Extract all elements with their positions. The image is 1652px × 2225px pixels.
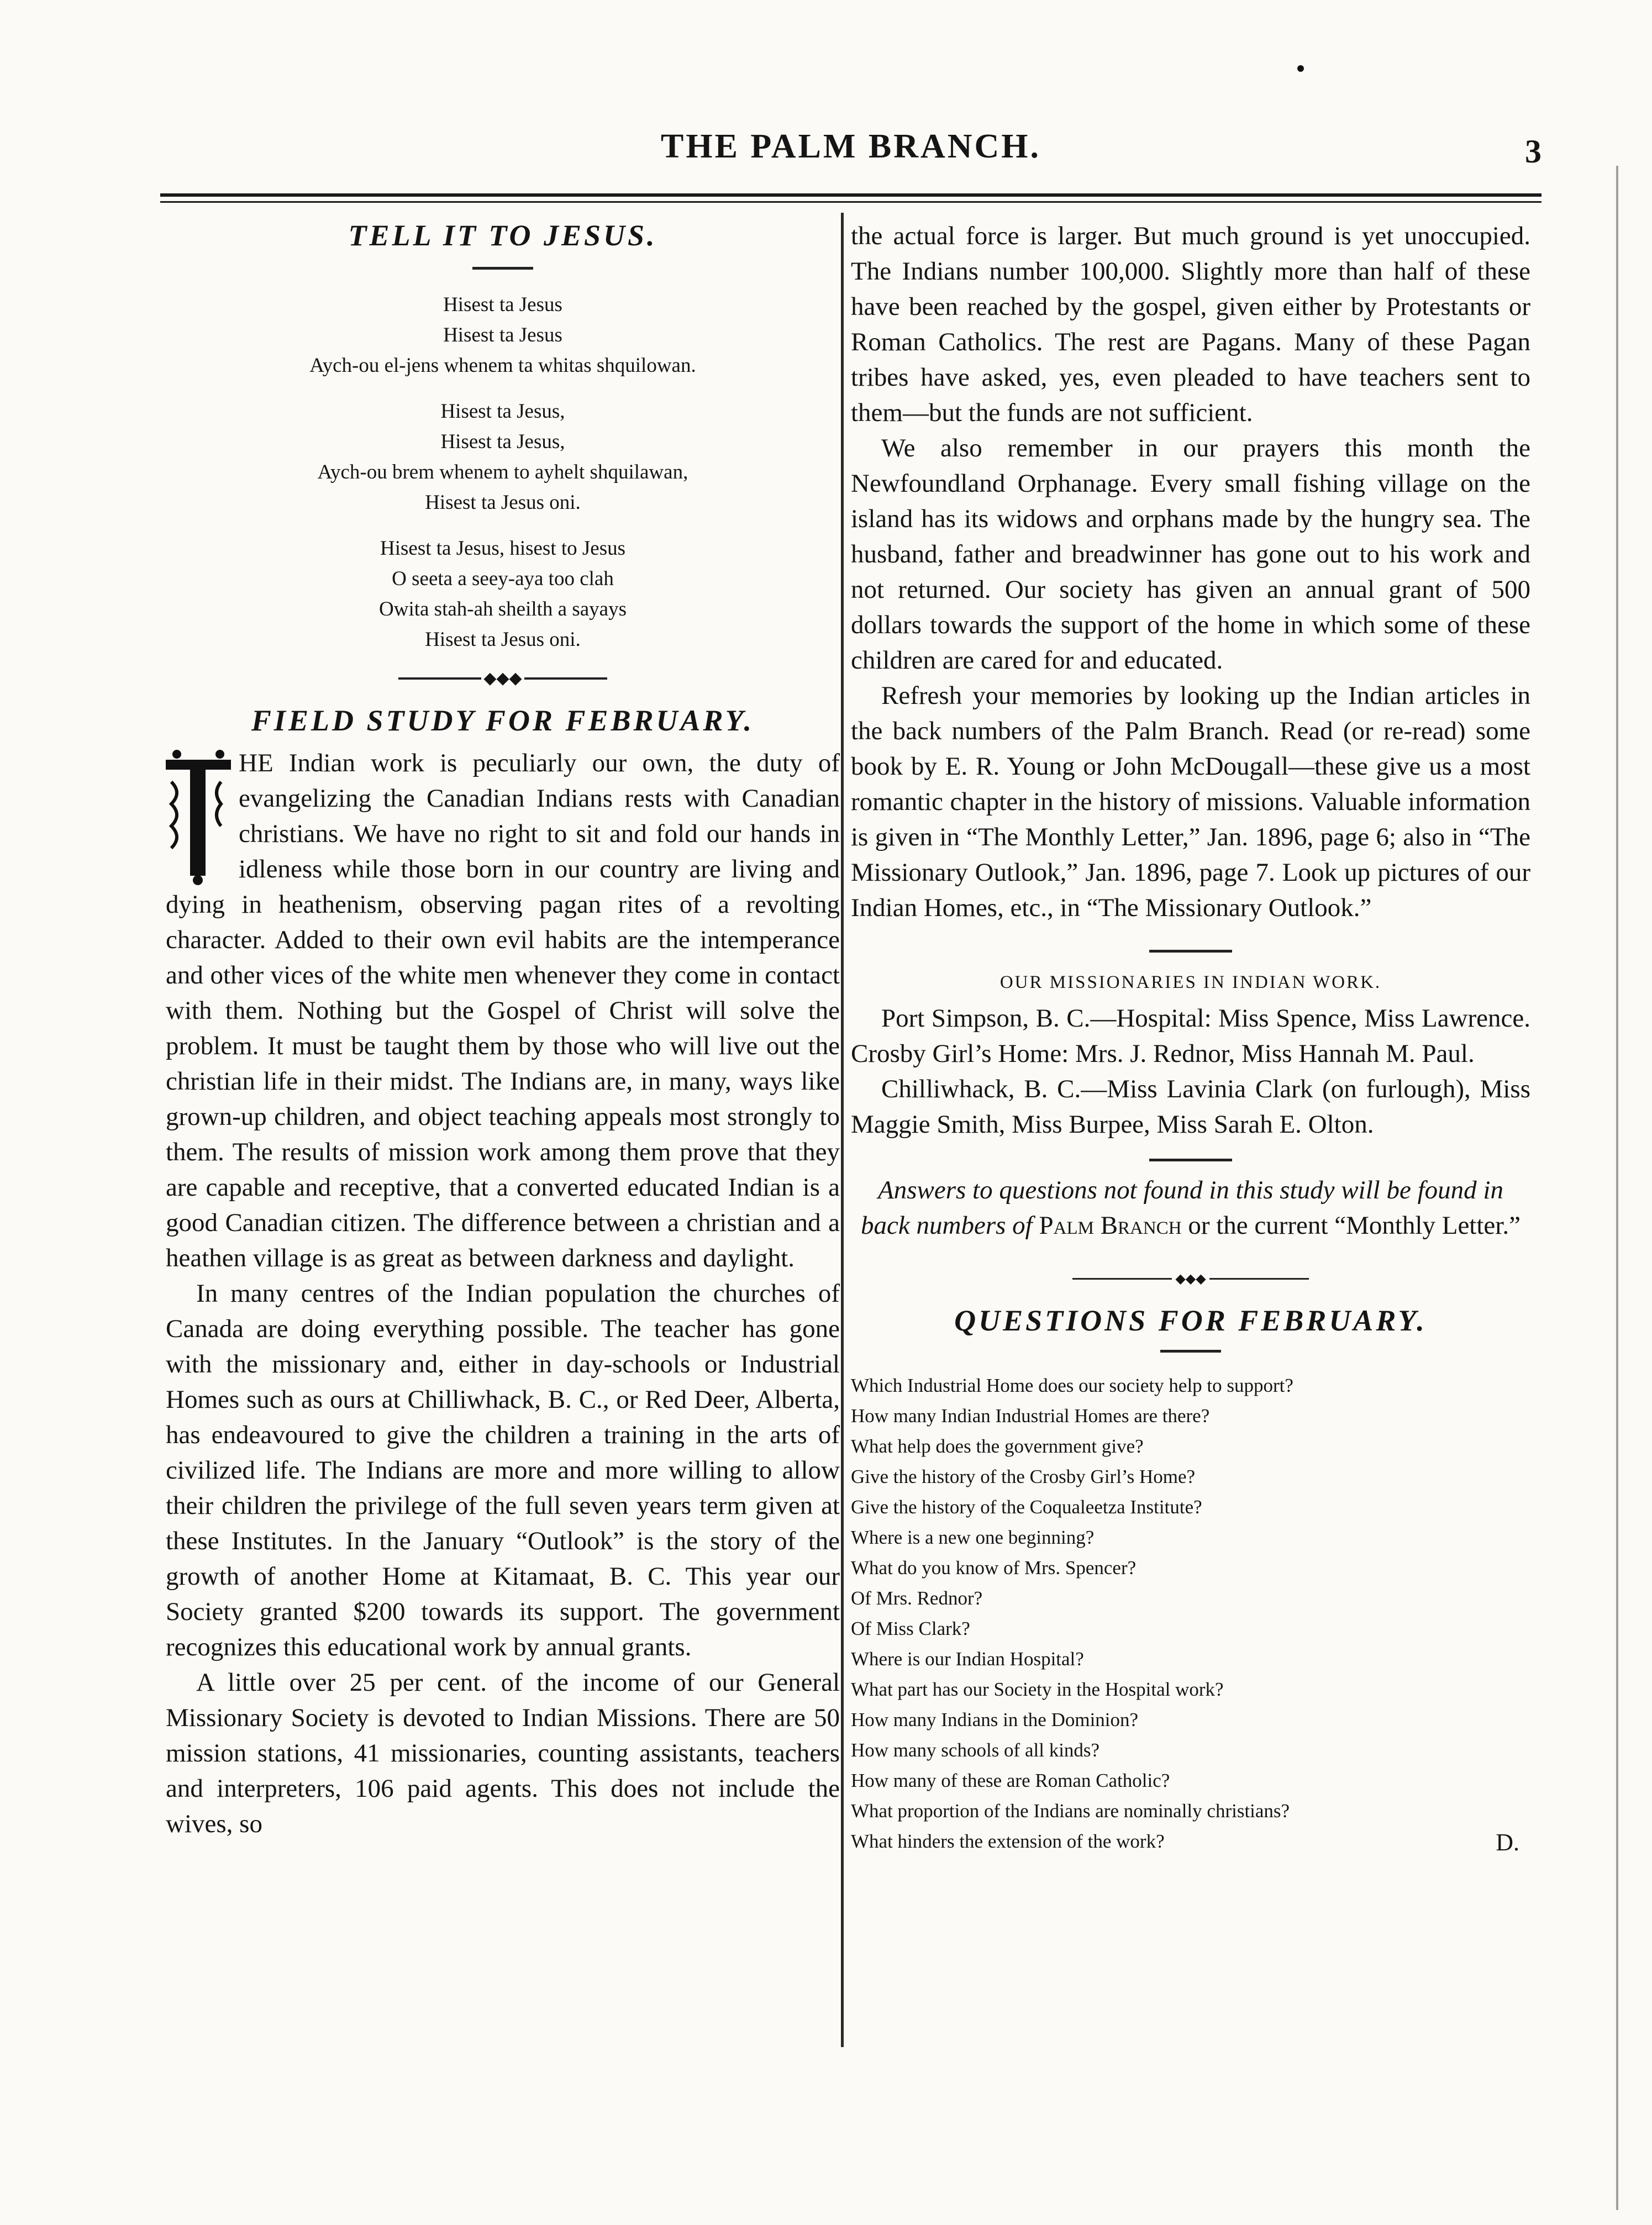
missionaries-paragraph: Port Simpson, B. C.—Hospital: Miss Spence, Miss Lawrence. Crosby Girl’s Home: Mrs. J. Rednor, Miss Hannah M. Paul. [851, 1004, 1530, 1068]
section-rule [1149, 950, 1232, 953]
poem-line: Owita stah-ah sheilth a sayays [379, 598, 627, 620]
palm-branch-ref: Palm Branch [1039, 1211, 1182, 1240]
poem-title: TELL IT TO JESUS. [348, 219, 657, 252]
dropcap-ornament-icon [166, 749, 231, 887]
question-item: Where is our Indian Hospital? [851, 1648, 1084, 1670]
field-study-paragraph-continued: the actual force is larger. But much ground is yet unoccupied. The Indians number 100,000. Slightly more than half of these have been reached by the gospel, given either by Protestants or Roman Catholics. The rest are Pagans. Many of these Pagan tribes have asked, yes, even pleaded to have teachers sent to them—but the funds are not sufficient. [851, 222, 1530, 427]
question-item: How many Indian Industrial Homes are there? [851, 1405, 1210, 1427]
question-item: How many Indians in the Dominion? [851, 1709, 1139, 1730]
field-study-text: HE Indian work is peculiarly our own, the duty of evangelizing the Canadian Indians rests with Canadian christians. We have no right to sit and fold our hands in idleness while those born in our country are living and dying in heathenism, observing pagan rites of a revolting character. Added to their own evil habits are the intemperance and other vices of the white men whenever they come in contact with them. Nothing but the Gospel of Christ will solve the problem. It must be taught them by those who will live out the christian life in their midst. The Indians are, in many, ways like grown-up children, and object teaching appeals most strongly to them. The results of mission work among them prove that they are capable and receptive, that a converted educated Indian is a good Canadian citizen. The difference between a christian and a heathen village is as great as between darkness and daylight. [166, 749, 840, 1272]
poem-line: Hisest ta Jesus [443, 324, 562, 346]
ornate-dropcap [166, 749, 231, 887]
question-item: Of Mrs. Rednor? [851, 1587, 983, 1609]
question-item: What do you know of Mrs. Spencer? [851, 1557, 1137, 1579]
page-edge-line [1616, 166, 1618, 2210]
poem-stanza [166, 396, 840, 518]
column-divider [841, 213, 844, 2047]
field-study-title: FIELD STUDY FOR FEBRUARY. [251, 704, 755, 737]
questions-title-rule [1160, 1350, 1221, 1353]
poem-stanza [166, 533, 840, 655]
question-item: Of Miss Clark? [851, 1618, 970, 1639]
section-ornament: ◆◆◆ [851, 1271, 1530, 1287]
questions-title: QUESTIONS FOR FEBRUARY. [954, 1304, 1427, 1337]
poem-stanza [166, 290, 840, 381]
question-item: Where is a new one beginning? [851, 1527, 1095, 1548]
poem-line: O seeta a seey-aya too clah [392, 567, 614, 590]
poem-title-rule [472, 267, 533, 270]
questions-block [851, 1370, 1530, 1856]
right-column [851, 218, 1530, 1856]
question-item: What hinders the extension of the work? [851, 1831, 1165, 1852]
section-rule [1149, 1159, 1232, 1161]
field-study-paragraph: Refresh your memories by looking up the Indian articles in the back numbers of the Palm Branch. Read (or re-read) some book by E. R. Young or John McDougall—these give us a most romantic chapter in the history of missions. Valuable information is given in “The Monthly Letter,” Jan. 1896, page 6; also in “The Missionary Outlook,” Jan. 1896, page 7. Look up pictures of our Indian Homes, etc., in “The Missionary Outlook.” [851, 681, 1530, 922]
field-study-paragraph: We also remember in our prayers this month the Newfoundland Orphanage. Every small fishing village on the island has its widows and orphans made by the hungry sea. The husband, father and breadwinner has gone out to his work and not returned. Our society has given an annual grant of 500 dollars towards the support of the home in which some of these children are cared for and educated. [851, 434, 1530, 675]
question-item: What help does the government give? [851, 1435, 1144, 1457]
question-item: Which Industrial Home does our society help to support? [851, 1375, 1293, 1396]
poem-line: Hisest ta Jesus oni. [425, 491, 581, 514]
question-item: Give the history of the Coqualeetza Institute? [851, 1496, 1202, 1518]
header-rule-top [160, 193, 1541, 197]
ink-speck [1297, 65, 1304, 72]
left-column [166, 218, 840, 1842]
field-study-paragraph: A little over 25 per cent. of the income of our General Missionary Society is devoted to Indian Missions. There are 50 mission stations, 41 missionaries, counting assistants, teachers and interpreters, 106 paid agents. This does not include the wives, so [166, 1668, 840, 1838]
question-item: Give the history of the Crosby Girl’s Home? [851, 1466, 1196, 1487]
field-study-paragraph [166, 745, 840, 1276]
field-study-paragraph: In many centres of the Indian population the churches of Canada are doing everything possible. The teacher has gone with the missionary and, either in day-schools or Industrial Homes such as ours at Chilliwhack, B. C., or Red Deer, Alberta, has endeavoured to give the children a training in the arts of civilized life. The Indians are more and more willing to allow their children the privilege of the full seven years term given at these Institutes. In the January “Outlook” is the story of the growth of another Home at Kitamaat, B. C. This year our Society granted $200 towards its support. The government recognizes this educational work by annual grants. [166, 1279, 840, 1661]
field-study-body [166, 745, 840, 1842]
section-ornament: ◆◆◆ [166, 670, 840, 687]
page-header [160, 127, 1541, 177]
poem-line: Aych-ou brem whenem to ayhelt shquilawan, [317, 461, 688, 483]
poem-line: Hisest ta Jesus, [440, 430, 565, 453]
poem [166, 290, 840, 655]
poem-line: Aych-ou el-jens whenem ta whitas shquilowan. [309, 354, 696, 377]
questions-list [851, 1370, 1530, 1856]
poem-line: Hisest ta Jesus, hisest to Jesus [380, 537, 625, 560]
missionaries-paragraph: Chilliwhack, B. C.—Miss Lavinia Clark (on furlough), Miss Maggie Smith, Miss Burpee, Miss Sarah E. Olton. [851, 1075, 1530, 1139]
question-item: What part has our Society in the Hospital work? [851, 1679, 1224, 1700]
answers-note [851, 1172, 1530, 1243]
page-title: THE PALM BRANCH. [660, 128, 1041, 165]
missionaries-heading: OUR MISSIONARIES IN INDIAN WORK. [999, 972, 1382, 992]
question-item: How many schools of all kinds? [851, 1739, 1100, 1761]
poem-line: Hisest ta Jesus oni. [425, 628, 581, 651]
poem-line: Hisest ta Jesus [443, 293, 562, 316]
poem-line: Hisest ta Jesus, [440, 400, 565, 423]
question-item: How many of these are Roman Catholic? [851, 1770, 1170, 1791]
header-rule-bottom [160, 201, 1541, 203]
author-signature: D. [1496, 1829, 1519, 1856]
answers-note-text: Answers to questions not found in this study will be found in back numbers of [861, 1176, 1503, 1240]
answers-note-text: or the current “Monthly Letter.” [1181, 1211, 1521, 1240]
question-item: What proportion of the Indians are nominally christians? [851, 1800, 1290, 1822]
page-number: 3 [1525, 133, 1541, 170]
